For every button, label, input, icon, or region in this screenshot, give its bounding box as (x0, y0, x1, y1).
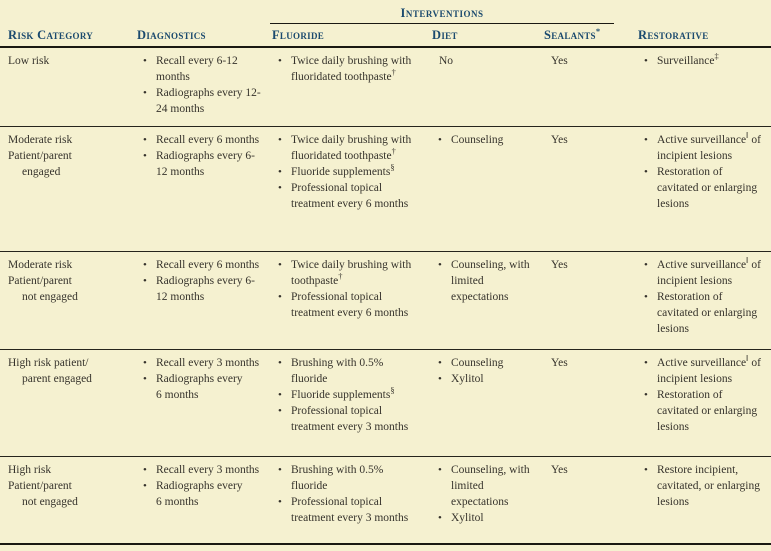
list-item (143, 371, 261, 403)
bullet-icon: • (644, 356, 648, 369)
risk-line: High risk (8, 463, 52, 476)
item-text: Recall every 6 months (156, 258, 260, 271)
item-text: Twice daily brushing with fluoridated toothpaste (291, 133, 412, 162)
bullet-icon: • (278, 463, 282, 476)
sealants-footnote-mark: * (595, 25, 601, 36)
item-text: Fluoride supplements (291, 388, 391, 401)
cell-diet (430, 251, 542, 349)
cell-risk-category (0, 251, 135, 349)
cell-fluoride (270, 456, 430, 544)
column-header-row (0, 24, 771, 47)
footnote-mark: † (338, 270, 343, 281)
bullet-icon: • (644, 463, 648, 476)
cell-fluoride (270, 251, 430, 349)
column-header-sealants (542, 24, 636, 47)
bullet-icon: • (644, 133, 648, 146)
item-text: Professional topical treatment every 3 months (291, 404, 409, 433)
table-row (0, 456, 771, 544)
cell-diagnostics (135, 251, 270, 349)
risk-line: Patient/parent (8, 274, 72, 287)
bullet-icon: • (278, 356, 282, 369)
cell-diet (430, 456, 542, 544)
item-text: Active surveillance (657, 133, 747, 146)
list-item (644, 254, 762, 289)
cell-restorative (636, 47, 771, 126)
list-item (143, 257, 261, 273)
bullet-icon: • (438, 372, 442, 385)
item-text: Counseling, with limited expectations (451, 463, 530, 508)
cell-risk-category (0, 349, 135, 456)
list-item (644, 462, 762, 510)
sealants-value: Yes (551, 258, 568, 271)
bullet-icon: • (143, 479, 147, 492)
list-item (278, 180, 421, 212)
list-item (278, 53, 421, 85)
item-text: Twice daily brushing with fluoridated toothpaste (291, 55, 412, 83)
bullet-icon: • (143, 55, 147, 67)
item-text: Active surveillance (657, 356, 747, 369)
cell-restorative (636, 349, 771, 456)
list-item (143, 355, 261, 371)
cell-sealants (542, 349, 636, 456)
cell-fluoride (270, 126, 430, 251)
bullet-icon: • (644, 290, 648, 303)
list-item (143, 148, 261, 180)
cell-risk-category (0, 456, 135, 544)
list-item (644, 53, 762, 69)
bullet-icon: • (278, 181, 282, 194)
risk-line: Low risk (8, 55, 50, 67)
cell-restorative (636, 456, 771, 544)
bullet-icon: • (143, 87, 147, 99)
item-text: Xylitol (451, 511, 484, 524)
item-text: Brushing with 0.5% fluoride (291, 356, 384, 385)
item-text: of incipient lesions (657, 258, 761, 287)
bullet-icon: • (438, 463, 442, 476)
item-text: Recall every 3 months (156, 356, 260, 369)
bullet-icon: • (438, 356, 442, 369)
sealants-value: Yes (551, 356, 568, 369)
list-item (438, 371, 533, 387)
cell-risk-category (0, 126, 135, 251)
bullet-icon: • (644, 55, 648, 67)
list-item (644, 352, 762, 387)
list-item (438, 510, 533, 526)
item-text: Active surveillance (657, 258, 747, 271)
interventions-label: Interventions (270, 3, 614, 24)
column-header-fluoride: Fluoride (270, 24, 430, 47)
table-row (0, 349, 771, 456)
interventions-group-header (270, 3, 636, 24)
cell-sealants (542, 126, 636, 251)
list-item (278, 132, 421, 164)
cell-restorative (636, 251, 771, 349)
cell-sealants (542, 47, 636, 126)
cell-fluoride (270, 47, 430, 126)
cell-restorative (636, 126, 771, 251)
item-text: Radiographs every 6 months (156, 479, 243, 508)
table-row (0, 126, 771, 251)
item-text: Recall every 6-12 months (156, 55, 238, 83)
bullet-icon: • (278, 165, 282, 178)
list-item (644, 164, 762, 212)
diet-value: No (439, 55, 454, 67)
item-text: Counseling, with limited expectations (451, 258, 530, 303)
item-text: Restoration of cavitated or enlarging lesions (657, 165, 758, 210)
item-text: Radiographs every 6 months (156, 372, 243, 401)
risk-line: Patient/parent (8, 149, 72, 162)
bullet-icon: • (644, 258, 648, 271)
item-text: Surveillance (657, 55, 715, 67)
item-text: of incipient lesions (657, 356, 761, 385)
bullet-icon: • (278, 258, 282, 271)
bullet-icon: • (438, 258, 442, 271)
list-item (143, 53, 261, 85)
risk-line: High risk patient/ (8, 356, 89, 369)
item-text: Counseling (451, 356, 504, 369)
cell-sealants (542, 456, 636, 544)
list-item (278, 355, 421, 387)
bullet-icon: • (644, 388, 648, 401)
cell-diagnostics (135, 456, 270, 544)
cell-risk-category (0, 47, 135, 126)
item-text: Restoration of cavitated or enlarging lesions (657, 290, 758, 335)
column-header-diet: Diet (430, 24, 542, 47)
list-item (644, 289, 762, 337)
list-item (438, 132, 533, 148)
footnote-mark: † (391, 67, 396, 78)
interventions-span-row (0, 3, 771, 24)
cell-fluoride (270, 349, 430, 456)
list-item (143, 462, 261, 478)
item-text: Brushing with 0.5% fluoride (291, 463, 384, 492)
cell-sealants (542, 251, 636, 349)
bullet-icon: • (143, 372, 147, 385)
column-header-risk-category: Risk Category (0, 24, 135, 47)
bullet-icon: • (278, 55, 282, 67)
sealants-label: Sealants (544, 28, 596, 42)
bullet-icon: • (143, 133, 147, 146)
list-item (438, 462, 533, 510)
list-item (143, 478, 261, 510)
risk-line: Moderate risk (8, 133, 73, 146)
item-text: Professional topical treatment every 6 months (291, 290, 409, 319)
bullet-icon: • (278, 404, 282, 417)
item-text: Xylitol (451, 372, 484, 385)
list-item (644, 387, 762, 435)
cell-diet (430, 349, 542, 456)
column-header-diagnostics: Diagnostics (135, 24, 270, 47)
list-item (143, 85, 261, 117)
risk-line: parent engaged (22, 372, 92, 385)
footnote-mark: § (390, 161, 395, 172)
cell-diagnostics (135, 47, 270, 126)
footnote-mark: † (391, 145, 396, 156)
list-item (438, 257, 533, 305)
list-item (278, 257, 421, 289)
footnote-mark: ‡ (714, 51, 719, 62)
item-text: Restore incipient, cavitated, or enlarging lesions (657, 463, 760, 508)
list-item (438, 355, 533, 371)
bullet-icon: • (143, 463, 147, 476)
bullet-icon: • (438, 133, 442, 146)
item-text: of incipient lesions (657, 133, 761, 162)
footnote-mark: § (390, 384, 395, 395)
list-item (278, 403, 421, 435)
bullet-icon: • (143, 149, 147, 162)
bullet-icon: • (143, 274, 147, 287)
item-text: Radiographs every 6-12 months (156, 274, 255, 303)
item-text: Restoration of cavitated or enlarging lesions (657, 388, 758, 433)
risk-line: Patient/parent (8, 479, 72, 492)
span-spacer-right (636, 3, 771, 24)
span-spacer-left (0, 3, 270, 24)
item-text: Fluoride supplements (291, 165, 391, 178)
bullet-icon: • (438, 511, 442, 524)
list-item (278, 494, 421, 526)
bullet-icon: • (278, 290, 282, 303)
footnote-mark: ‖ (746, 129, 749, 140)
risk-line: Moderate risk (8, 258, 73, 271)
item-text: Professional topical treatment every 6 months (291, 181, 409, 210)
bullet-icon: • (278, 495, 282, 508)
item-text: Radiographs every 12-24 months (156, 87, 261, 115)
cell-diet (430, 47, 542, 126)
item-text: Recall every 6 months (156, 133, 260, 146)
list-item (278, 384, 421, 403)
risk-line: not engaged (22, 290, 78, 303)
item-text: Counseling (451, 133, 504, 146)
item-text: Twice daily brushing with toothpaste (291, 258, 412, 287)
item-text: Radiographs every 6-12 months (156, 149, 255, 178)
list-item (143, 132, 261, 148)
column-header-restorative: Restorative (636, 24, 771, 47)
caries-risk-management-table (0, 3, 771, 545)
sealants-value: Yes (551, 55, 568, 67)
list-item (278, 289, 421, 321)
cell-diagnostics (135, 126, 270, 251)
cell-diagnostics (135, 349, 270, 456)
bullet-icon: • (278, 388, 282, 401)
risk-line: engaged (22, 165, 61, 178)
list-item (278, 462, 421, 494)
cell-diet (430, 126, 542, 251)
bullet-icon: • (143, 356, 147, 369)
table-row (0, 47, 771, 126)
footnote-mark: ‖ (746, 254, 749, 265)
item-text: Recall every 3 months (156, 463, 260, 476)
bullet-icon: • (143, 258, 147, 271)
risk-line: not engaged (22, 495, 78, 508)
list-item (278, 161, 421, 180)
footnote-mark: ‖ (746, 352, 749, 363)
table-row (0, 251, 771, 349)
bullet-icon: • (278, 133, 282, 146)
sealants-value: Yes (551, 463, 568, 476)
sealants-value: Yes (551, 133, 568, 146)
list-item (644, 129, 762, 164)
bullet-icon: • (644, 165, 648, 178)
list-item (143, 273, 261, 305)
item-text: Professional topical treatment every 3 months (291, 495, 409, 524)
